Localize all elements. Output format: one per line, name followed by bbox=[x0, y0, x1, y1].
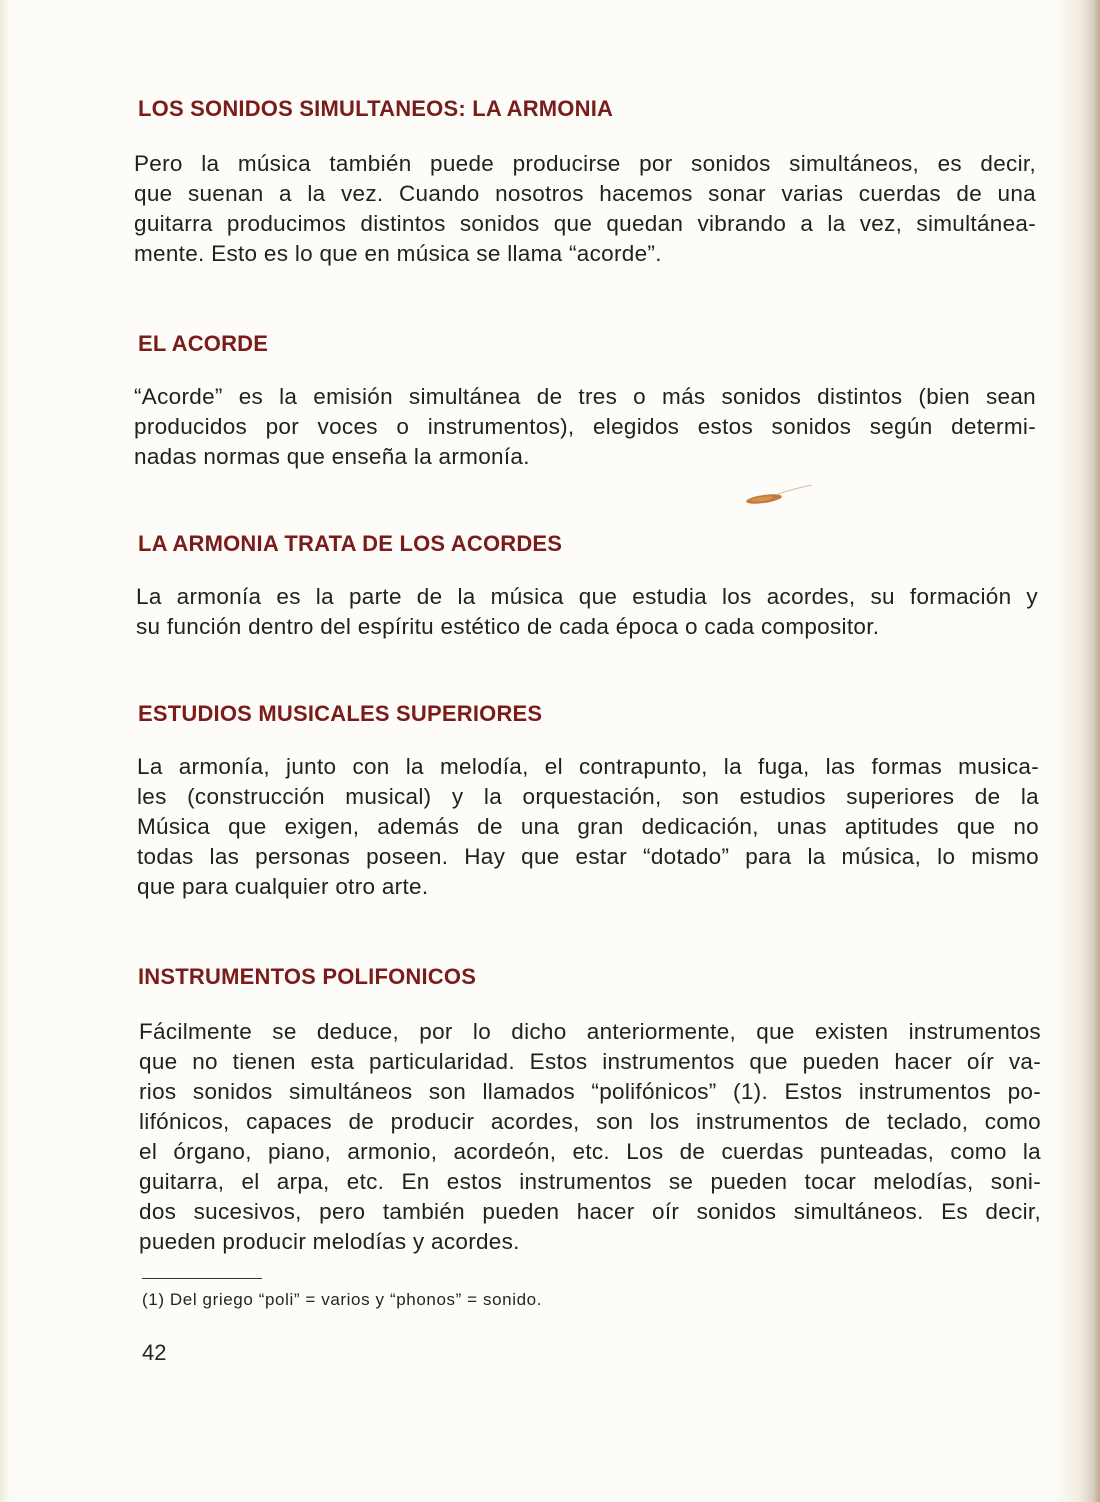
paragraph-line: La armonía, junto con la melodía, el contrapunto, la fuga, las formas musica- bbox=[137, 754, 1039, 779]
paragraph-line: La armonía es la parte de la música que estudia los acordes, su formación y bbox=[136, 584, 1038, 609]
heading-estudios-musicales: ESTUDIOS MUSICALES SUPERIORES bbox=[138, 701, 543, 726]
paragraph-line: pueden producir melodías y acordes. bbox=[139, 1229, 520, 1254]
page-number: 42 bbox=[142, 1340, 167, 1365]
paragraph-line: su función dentro del espíritu estético de cada época o cada compositor. bbox=[136, 614, 880, 639]
paper-stain-mark bbox=[744, 484, 816, 508]
paragraph-line: nadas normas que enseña la armonía. bbox=[134, 444, 530, 469]
paragraph-line: el órgano, piano, armonio, acordeón, etc. Los de cuerdas punteadas, como la bbox=[139, 1139, 1041, 1164]
heading-el-acorde: EL ACORDE bbox=[138, 331, 269, 356]
paragraph-line: que no tienen esta particularidad. Estos instrumentos que pueden hacer oír va- bbox=[139, 1049, 1041, 1074]
paragraph-line: que para cualquier otro arte. bbox=[137, 874, 429, 899]
heading-los-sonidos-simultaneos: LOS SONIDOS SIMULTANEOS: LA ARMONIA bbox=[138, 96, 614, 121]
paragraph-line: Fácilmente se deduce, por lo dicho anteriormente, que existen instrumentos bbox=[139, 1019, 1041, 1044]
paragraph-line: todas las personas poseen. Hay que estar “dotado” para la música, lo mismo bbox=[137, 844, 1039, 869]
paragraph-line: mente. Esto es lo que en música se llama “acorde”. bbox=[134, 241, 662, 266]
paragraph-line: guitarra, el arpa, etc. En estos instrumentos se pueden tocar melodías, soni- bbox=[139, 1169, 1041, 1194]
paragraph-armonia-acordes bbox=[136, 582, 1038, 642]
paragraph-line: que suenan a la vez. Cuando nosotros hacemos sonar varias cuerdas de una bbox=[134, 181, 1036, 206]
heading-instrumentos-polifonicos: INSTRUMENTOS POLIFONICOS bbox=[138, 964, 477, 989]
footnote: (1) Del griego “poli” = varios y “phonos” = sonido. bbox=[142, 1290, 543, 1309]
paragraph-line: producidos por voces o instrumentos), elegidos estos sonidos según determi- bbox=[134, 414, 1036, 439]
paragraph-line: lifónicos, capaces de producir acordes, son los instrumentos de teclado, como bbox=[139, 1109, 1041, 1134]
paragraph-estudios bbox=[137, 752, 1039, 902]
paragraph-line: guitarra producimos distintos sonidos que quedan vibrando a la vez, simultánea- bbox=[134, 211, 1036, 236]
paragraph-line: Música que exigen, además de una gran dedicación, unas aptitudes que no bbox=[137, 814, 1039, 839]
paragraph-polifonicos bbox=[139, 1017, 1041, 1257]
paragraph-line: les (construcción musical) y la orquestación, son estudios superiores de la bbox=[137, 784, 1039, 809]
paragraph-line: “Acorde” es la emisión simultánea de tres o más sonidos distintos (bien sean bbox=[134, 384, 1036, 409]
paragraph-line: dos sucesivos, pero también pueden hacer oír sonidos simultáneos. Es decir, bbox=[139, 1199, 1041, 1224]
footnote-rule bbox=[142, 1278, 262, 1279]
paragraph-armonia bbox=[134, 149, 1036, 269]
heading-la-armonia-trata: LA ARMONIA TRATA DE LOS ACORDES bbox=[138, 531, 563, 556]
paragraph-acorde bbox=[134, 382, 1036, 472]
paragraph-line: rios sonidos simultáneos son llamados “polifónicos” (1). Estos instrumentos po- bbox=[139, 1079, 1041, 1104]
paragraph-line: Pero la música también puede producirse por sonidos simultáneos, es decir, bbox=[134, 151, 1036, 176]
